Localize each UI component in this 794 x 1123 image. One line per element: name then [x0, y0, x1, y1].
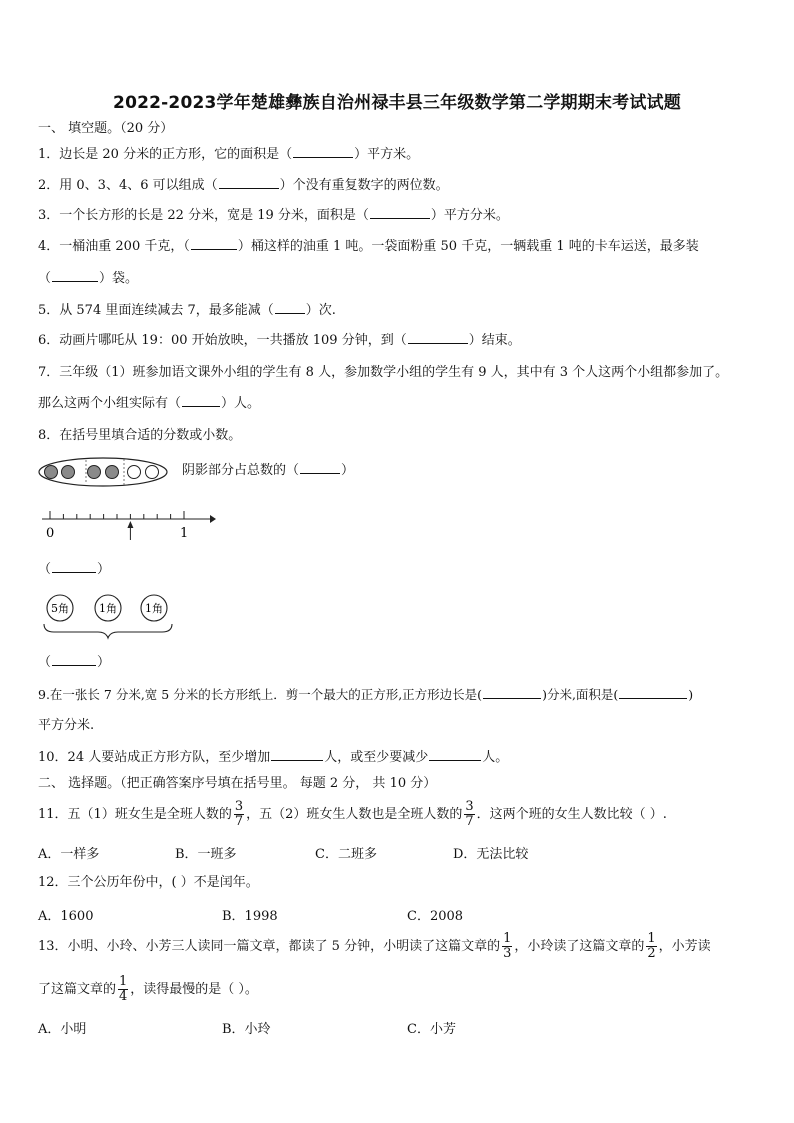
option-c[interactable]: C．二班多 [315, 847, 377, 862]
denominator: 2 [647, 946, 656, 961]
question-text: ，小芳读 [658, 939, 711, 954]
question-text: ）人。 [221, 396, 261, 411]
question-4-cont [38, 270, 138, 288]
option-b[interactable]: B．1998 [222, 909, 278, 924]
question-text: 13．小明、小玲、小芳三人读同一篇文章，都读了 5 分钟，小明读了这篇文章的 [38, 939, 501, 954]
option-b[interactable]: B．一班多 [175, 847, 237, 862]
answer-blank[interactable] [300, 462, 340, 474]
shaded-circle [88, 466, 101, 479]
coin-label: 1角 [99, 602, 117, 615]
option-a[interactable]: A．小明 [38, 1022, 87, 1037]
fraction [646, 932, 656, 961]
answer-blank[interactable] [483, 687, 541, 699]
answer-blank[interactable] [293, 146, 353, 158]
numerator: 3 [234, 799, 244, 814]
answer-blank[interactable] [52, 561, 96, 573]
question-text: 人。 [482, 750, 509, 765]
question-10 [38, 749, 508, 767]
question-9 [38, 686, 693, 704]
answer-blank[interactable] [619, 687, 687, 699]
answer-blank[interactable] [182, 395, 220, 407]
coins-figure [38, 592, 180, 640]
question-5 [38, 302, 336, 320]
question-text: （ [38, 271, 52, 286]
question-7-cont [38, 395, 260, 413]
question-text: ，读得最慢的是（ ）。 [130, 982, 258, 997]
question-7 [38, 364, 728, 382]
question-text: 人，或至少要减少 [324, 750, 429, 765]
answer-blank[interactable] [52, 270, 98, 282]
number-line-end-label: 1 [180, 526, 189, 541]
paren-open: （ [38, 655, 52, 670]
question-text: 9.在一张长 7 分米,宽 5 分米的长方形纸上．剪一个最大的正方形,正方形边长是( [38, 687, 483, 702]
question-12: 12．三个公历年份中，( ）不是闰年。 [38, 875, 259, 890]
question-text: ） [341, 463, 355, 478]
denominator: 3 [503, 946, 512, 961]
question-text: ，五（2）班女生人数也是全班人数的 [246, 807, 463, 822]
paren-close: ） [97, 562, 111, 577]
question-11 [38, 798, 667, 832]
question-text: ）次. [305, 303, 336, 318]
paren-open: （ [38, 562, 52, 577]
answer-blank[interactable] [429, 749, 481, 761]
question-1 [38, 146, 419, 164]
fraction [118, 975, 128, 1004]
fraction [464, 800, 474, 829]
question-4 [38, 238, 699, 256]
number-line-start-label: 0 [46, 526, 55, 541]
page-title: 2022-2023学年楚雄彝族自治州禄丰县三年级数学第二学期期末考试试题 [113, 93, 681, 113]
question-text: 了这篇文章的 [38, 982, 117, 997]
empty-circle [128, 466, 141, 479]
shaded-fraction-question [182, 462, 354, 480]
question-8: 8．在括号里填合适的分数或小数。 [38, 428, 242, 443]
denominator: 7 [465, 814, 474, 829]
question-text: )分米,面积是( [542, 687, 619, 702]
ticks-group [50, 511, 184, 519]
question-text: 5．从 574 里面连续减去 7，最多能减（ [38, 303, 274, 318]
question-text: 3．一个长方形的长是 22 分米，宽是 19 分米，面积是（ [38, 208, 369, 223]
fraction [502, 932, 512, 961]
shaded-circle [106, 466, 119, 479]
number-line-answer [38, 561, 110, 579]
question-text: ）平方米。 [354, 147, 420, 162]
question-text: 2．用 0、3、4、6 可以组成（ [38, 178, 218, 193]
question-9-cont: 平方分米. [38, 718, 95, 733]
question-text: ）平方分米。 [430, 208, 509, 223]
question-text: ）个没有重复数字的两位数。 [279, 178, 449, 193]
coin-label: 5角 [51, 602, 69, 615]
question-6 [38, 332, 521, 350]
question-text: ）袋。 [99, 271, 139, 286]
numerator: 1 [119, 974, 128, 989]
number-line-arrowhead [210, 515, 216, 523]
option-b[interactable]: B．小玲 [222, 1022, 271, 1037]
question-text: ．这两个班的女生人数比较（ ）. [476, 807, 667, 822]
question-text: ) [688, 687, 694, 702]
answer-blank[interactable] [408, 332, 468, 344]
empty-circle [146, 466, 159, 479]
shaded-circle [62, 466, 75, 479]
denominator: 7 [234, 814, 244, 829]
question-text: 11．五（1）班女生是全班人数的 [38, 807, 232, 822]
coin-label: 1角 [145, 602, 163, 615]
coins-answer [38, 654, 110, 672]
answer-blank[interactable] [271, 749, 323, 761]
brace [44, 624, 172, 638]
shaded-circles-figure [38, 455, 178, 489]
option-c[interactable]: C．小芳 [407, 1022, 456, 1037]
question-2 [38, 177, 449, 195]
question-text: 10．24 人要站成正方形方队，至少增加 [38, 750, 271, 765]
denominator: 4 [119, 989, 128, 1004]
coins-group [47, 595, 167, 621]
fraction [234, 800, 244, 829]
paren-close: ） [97, 655, 111, 670]
shaded-circle [45, 466, 58, 479]
section-heading-fill-blank: 一、 填空题。（20 分） [38, 121, 174, 136]
answer-blank[interactable] [370, 207, 430, 219]
question-text: ，小玲读了这篇文章的 [514, 939, 645, 954]
option-a[interactable]: A．1600 [38, 909, 94, 924]
option-a[interactable]: A．一样多 [38, 847, 100, 862]
section-heading-multiple-choice: 二、 选择题。（把正确答案序号填在括号里。 每题 2 分， 共 10 分） [38, 776, 437, 791]
answer-blank[interactable] [275, 302, 305, 314]
option-d[interactable]: D．无法比较 [453, 847, 529, 862]
question-13-cont [38, 973, 258, 1007]
numerator: 1 [647, 931, 656, 946]
option-c[interactable]: C．2008 [407, 909, 464, 924]
question-text: 6．动画片哪吒从 19：00 开始放映，一共播放 109 分钟，到（ [38, 333, 407, 348]
question-text: 1．边长是 20 分米的正方形，它的面积是（ [38, 147, 293, 162]
number-line-figure [38, 504, 218, 544]
question-text: 阴影部分占总数的（ [182, 463, 300, 478]
answer-blank[interactable] [219, 177, 279, 189]
question-text: ）桶这样的油重 1 吨。一袋面粉重 50 千克，一辆载重 1 吨的卡车运送，最多装 [237, 239, 699, 254]
answer-blank[interactable] [191, 238, 237, 250]
question-13 [38, 930, 711, 964]
question-text: ）结束。 [468, 333, 521, 348]
numerator: 1 [503, 931, 512, 946]
question-3 [38, 207, 509, 225]
circles-group [45, 466, 159, 479]
question-text: 那么这两个小组实际有（ [38, 396, 182, 411]
question-text: 4．一桶油重 200 千克，（ [38, 239, 190, 254]
pointer-arrowhead [127, 521, 133, 528]
answer-blank[interactable] [52, 654, 96, 666]
numerator: 3 [465, 799, 474, 814]
question-text: 7．三年级（1）班参加语文课外小组的学生有 8 人，参加数学小组的学生有 9 人，其中有 3 个人这两个小组都参加了。 [38, 365, 729, 380]
